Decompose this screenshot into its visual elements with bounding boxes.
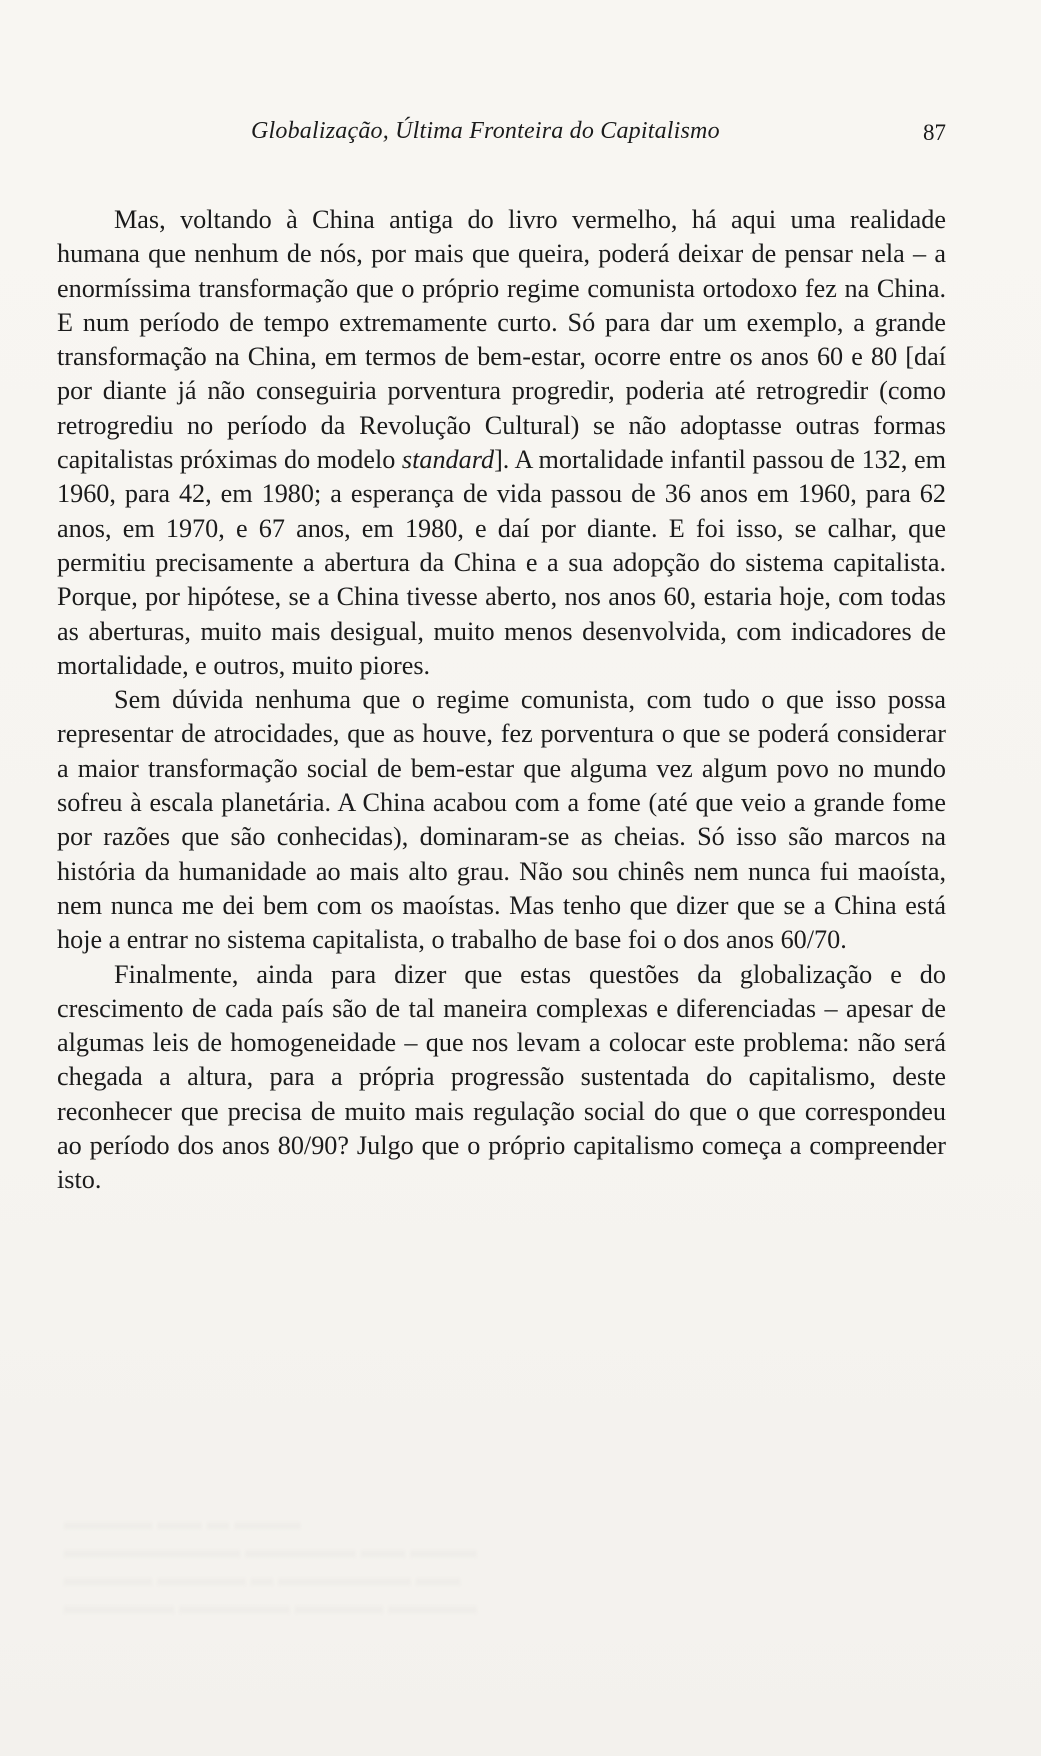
paragraph-1-text: Mas, voltando à China antiga do livro vermelho, há aqui uma realidade humana que nenhum de nós, por mais que queira, poderá deixar de pensar nela – a enormíssima transformação que o próprio regime comunista ortodoxo fez na China. E num período de tempo extremamente curto. Só para dar um exemplo, a grande transformação na China, em termos de bem-estar, ocorre entre os anos 60 e 80 [daí por diante já não conseguiria porventura progredir, poderia até retrogredir (como retrogrediu no período da Revolução Cultural) se não adoptasse outras formas capitalistas próximas do modelo bbox=[57, 205, 946, 475]
body-text bbox=[57, 203, 946, 1198]
paragraph-1-text-continued: ]. A mortalidade infantil passou de 132, em 1960, para 42, em 1980; a esperança de vida passou de 36 anos em 1960, para 62 anos, em 1970, e 67 anos, em 1980, e daí por diante. E foi isso, se calhar, que permitiu precisamente a abertura da China e a sua adopção do sistema capitalista. Porque, por hipótese, se a China tivesse aberto, nos anos 60, estaria hoje, com todas as aberturas, muito mais desigual, muito menos desenvolvida, com indicadores de mortalidade, e outros, muito piores. bbox=[57, 445, 946, 680]
running-title: Globalização, Última Fronteira do Capitalismo bbox=[251, 118, 720, 144]
paragraph-1-italic-term: standard bbox=[401, 445, 495, 475]
running-head bbox=[56, 118, 946, 152]
page-number: 87 bbox=[923, 120, 946, 145]
paragraph-2: Sem dúvida nenhuma que o regime comunista, com tudo o que isso possa representar de atrocidades, que as houve, fez porventura o que se poderá considerar a maior transformação social de bem-estar que alguma vez algum povo no mundo sofreu à escala planetária. A China acabou com a fome (até que veio a grande fome por razões que são conhecidas), dominaram-se as cheias. Só isso são marcos na história da humanidade ao mais alto grau. Não sou chinês nem nunca fui maoísta, nem nunca me dei bem com os maoístas. Mas tenho que dizer que se a China está hoje a entrar no sistema capitalista, o trabalho de base foi o dos anos 60/70. bbox=[57, 685, 946, 955]
paragraph-1 bbox=[57, 203, 946, 683]
paragraph-3: Finalmente, ainda para dizer que estas questões da globalização e do crescimento de cada país são de tal maneira complexas e diferenciadas – apesar de algumas leis de homogeneidade – que nos levam a colocar este problema: não será chegada a altura, para a própria progressão sustentada do capitalismo, deste reconhecer que precisa de muito mais regulação social do que o que correspondeu ao período dos anos 80/90? Julgo que o próprio capitalismo começa a compreender isto. bbox=[57, 959, 946, 1195]
show-through-faded-text: ▬▬▬▬ ▬▬ ▬ ▬▬▬ ▬▬▬▬▬▬▬▬ ▬▬▬▬▬ ▬▬ ▬▬▬ ▬▬▬▬ ▬▬▬▬ ▬ ▬▬▬▬▬▬ ▬▬ ▬▬▬▬▬ ▬▬▬▬▬ ▬▬▬▬ ▬▬▬▬ bbox=[64, 1509, 477, 1618]
